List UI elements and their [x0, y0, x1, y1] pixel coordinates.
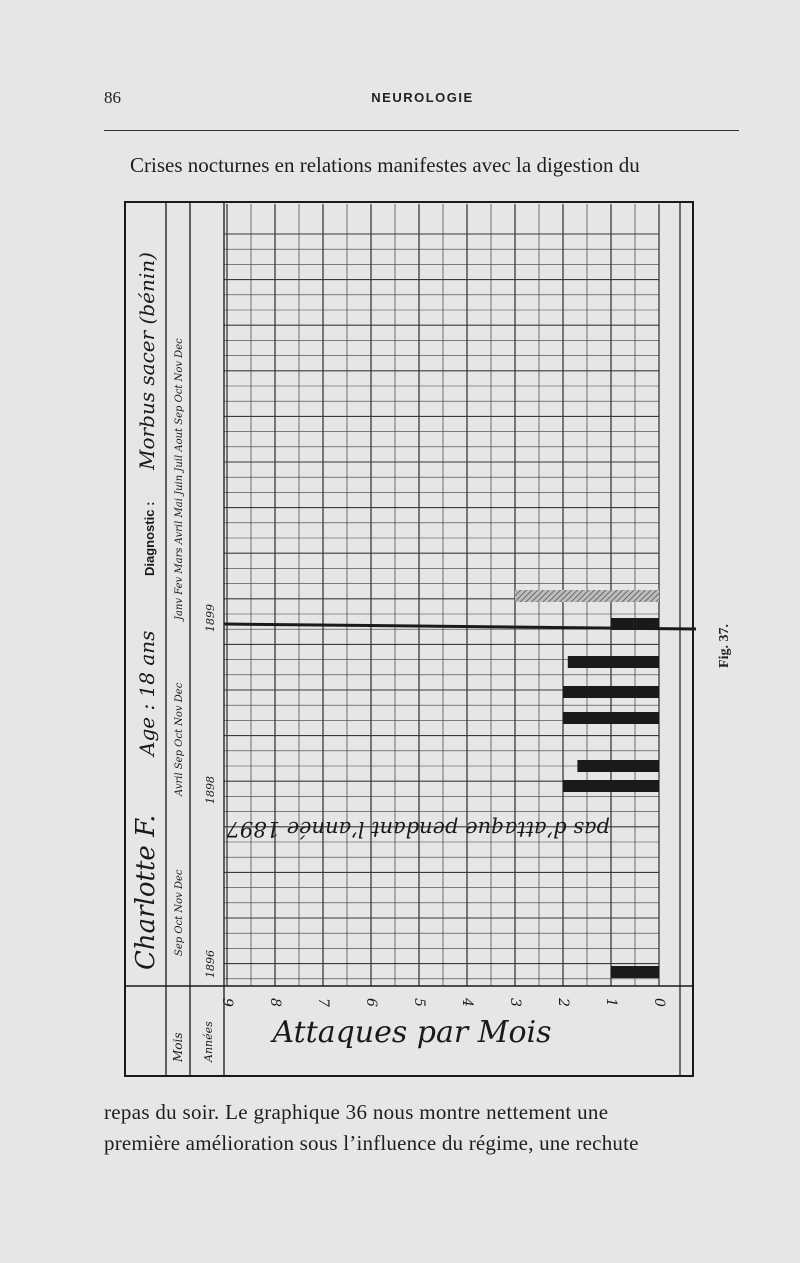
body-text-top: Crises nocturnes en relations manifestes avec la digestion du [130, 153, 640, 177]
chart-frame [124, 202, 694, 1076]
value-tick-label: 2 [555, 998, 571, 1007]
body-text-bottom-2: première amélioration sous l’influence du régime, une rechute [104, 1131, 639, 1155]
month-labels-1899: Janv Fev Mars Avril Mai Juin Juil Aout Sep Oct Nov Dec [174, 338, 185, 620]
bar-1896 [611, 966, 659, 978]
bar-1898-dec [568, 656, 659, 668]
annotation-1897: pas d’attaque pendant l’année 1897 [226, 817, 610, 841]
value-tick-label: 8 [267, 998, 283, 1007]
month-labels-1896: Sep Oct Nov Dec [174, 869, 185, 956]
value-tick-label: 9 [219, 998, 235, 1007]
figure-chart [124, 200, 696, 1078]
bar-1898-nov [563, 686, 659, 698]
bar-1898-avril [563, 780, 659, 792]
diagnostic-value: Morbus sacer (bénin) [135, 252, 159, 470]
value-tick-label: 4 [459, 998, 475, 1007]
chart-svg [124, 200, 696, 1078]
patient-age: Age : 18 ans [135, 630, 159, 756]
figure-caption-text: Fig. 37. [717, 624, 732, 668]
row-header-years: Années [202, 1021, 215, 1062]
year-label-1899: 1899 [204, 604, 217, 632]
month-labels-1898: Avril Sep Oct Nov Dec [174, 682, 185, 796]
value-tick-label: 1 [603, 998, 619, 1007]
bar-1899-fev [515, 590, 659, 602]
bar-1898-oct [563, 712, 659, 724]
body-text-bottom-1: repas du soir. Le graphique 36 nous montre nettement une [104, 1100, 609, 1124]
bar-1899-janv [611, 618, 659, 630]
header-rule [104, 130, 739, 131]
row-header-months: Mois [171, 1032, 185, 1062]
bar-1898-sep [577, 760, 659, 772]
value-tick-label: 7 [315, 998, 331, 1007]
value-tick-label: 5 [411, 998, 427, 1007]
value-tick-label: 0 [651, 998, 667, 1007]
running-head: NEUROLOGIE [371, 90, 474, 105]
value-axis-title: Attaques par Mois [272, 1015, 552, 1050]
value-tick-label: 3 [507, 998, 523, 1007]
year-label-1896: 1896 [204, 950, 217, 978]
page-number: 86 [104, 88, 121, 107]
year-label-1898: 1898 [204, 776, 217, 804]
value-tick-label: 6 [363, 998, 379, 1007]
patient-name: Charlotte F. [131, 814, 161, 970]
figure-caption [700, 618, 750, 678]
chart-border [125, 202, 693, 1076]
diagnostic-label: Diagnostic : [142, 501, 157, 576]
